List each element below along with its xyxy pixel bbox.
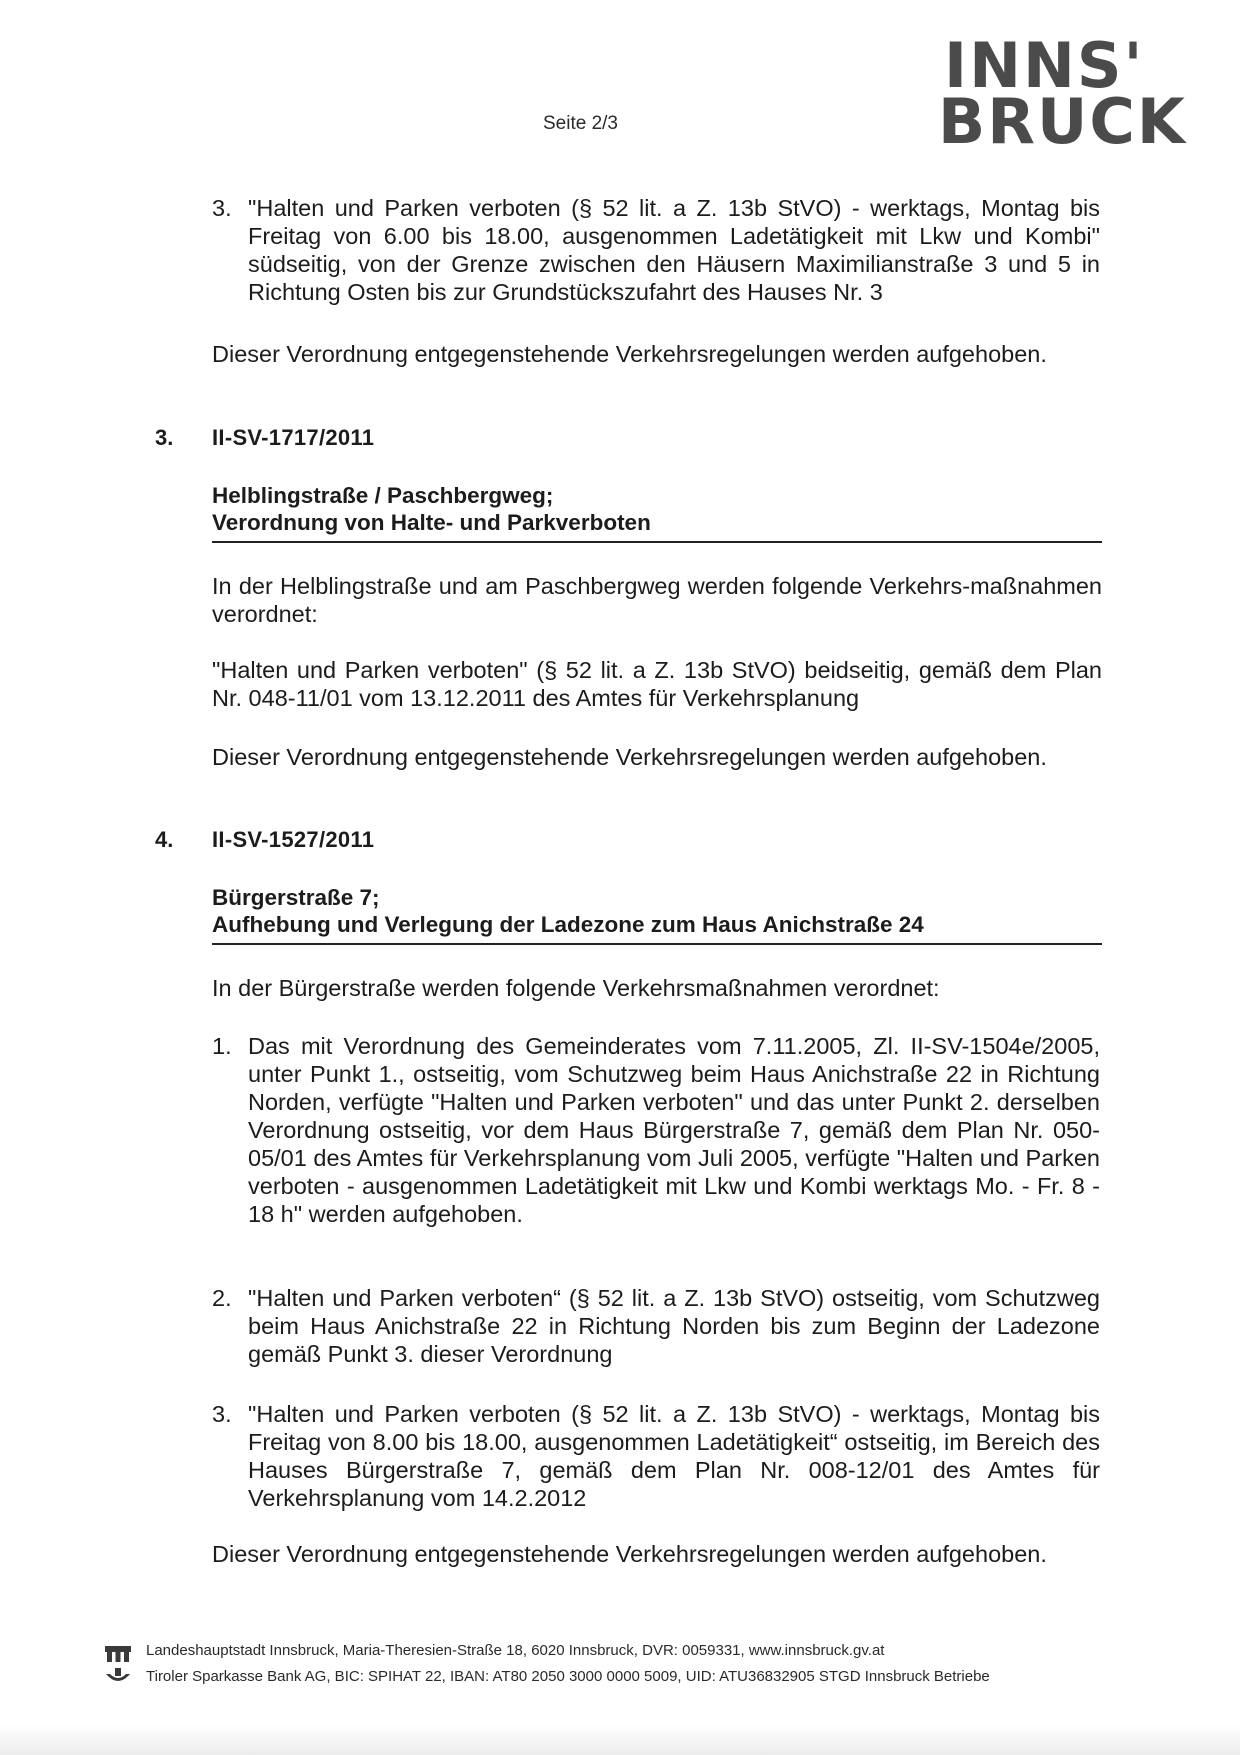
section-title-underline: [212, 541, 1102, 543]
list-item-text: Das mit Verordnung des Gemeinderates vom 7.11.2005, Zl. II-SV-1504e/2005, unter Punkt 1., ostseitig, vom Schutzweg beim Haus Anichstraße 22 in Richtung Norden, verfügte "Halten und Parken verboten" und das unter Punkt 2. derselben Verordnung ostseitig, vor dem Haus Bürgerstraße 7, gemäß dem Plan Nr. 050-05/01 des Amtes für Verkehrsplanung vom Juli 2005, verfügte "Halten und Parken verboten - ausgenommen Ladetätigkeit mit Lkw und Kombi werktags Mo. - Fr. 8 - 18 h" werden aufgehoben.: [248, 1033, 1100, 1227]
footer-bank-details: Tiroler Sparkasse Bank AG, BIC: SPIHAT 22, IBAN: AT80 2050 3000 0000 5009, UID: ATU36832905 STGD Innsbruck Betriebe: [146, 1668, 990, 1685]
footer-address: Landeshauptstadt Innsbruck, Maria-Theresien-Straße 18, 6020 Innsbruck, DVR: 0059331, www.innsbruck.gv.at: [146, 1642, 885, 1659]
list-item: [212, 1032, 1100, 1257]
innsbruck-logo: [938, 29, 1187, 158]
page-number: Seite 2/3: [543, 113, 618, 134]
section-title-line-1: Helblingstraße / Paschbergweg;: [212, 483, 554, 508]
measure-paragraph: "Halten und Parken verboten" (§ 52 lit. a Z. 13b StVO) beidseitig, gemäß dem Plan Nr. 048-11/01 vom 13.12.2011 des Amtes für Verkehrsplanung: [212, 657, 1102, 711]
section-title-line-2: Aufhebung und Verlegung der Ladezone zum Haus Anichstraße 24: [212, 912, 924, 937]
list-item-text: "Halten und Parken verboten (§ 52 lit. a Z. 13b StVO) - werktags, Montag bis Freitag von 8.00 bis 18.00, ausgenommen Ladetätigkeit“ ostseitig, im Bereich des Hauses Bürgerstraße 7, gemäß dem Plan Nr. 008-12/01 des Amtes für Verkehrsplanung vom 14.2.2012: [248, 1401, 1100, 1511]
section-number: 3.: [155, 425, 174, 450]
closing-paragraph: Dieser Verordnung entgegenstehende Verkehrsregelungen werden aufgehoben.: [212, 744, 1047, 770]
list-item: [212, 1284, 1100, 1374]
list-item-text: "Halten und Parken verboten (§ 52 lit. a Z. 13b StVO) - werktags, Montag bis Freitag von 6.00 bis 18.00, ausgenommen Ladetätigkeit mit Lkw und Kombi" südseitig, von der Grenze zwischen den Häusern Maximilianstraße 3 und 5 in Richtung Osten bis zur Grundstückszufahrt des Hauses Nr. 3: [248, 195, 1100, 305]
scan-edge-shadow: [0, 1725, 1240, 1755]
logo-line-1: INNS': [944, 29, 1145, 102]
section-title-underline: [212, 943, 1102, 945]
list-item-number: 3.: [212, 195, 232, 221]
list-item-number: 1.: [212, 1033, 232, 1059]
list-item-number: 3.: [212, 1401, 232, 1427]
section-code: II-SV-1717/2011: [212, 425, 375, 450]
list-item-text: "Halten und Parken verboten“ (§ 52 lit. a Z. 13b StVO) ostseitig, vom Schutzweg beim Haus Anichstraße 22 in Richtung Norden bis zum Beginn der Ladezone gemäß Punkt 3. dieser Verordnung: [248, 1285, 1100, 1367]
section-intro: In der Helblingstraße und am Paschbergweg werden folgende Verkehrs-maßnahmen verordnet:: [212, 573, 1102, 627]
section-code: II-SV-1527/2011: [212, 827, 375, 852]
section-title-line-2: Verordnung von Halte- und Parkverboten: [212, 510, 651, 535]
section-intro: In der Bürgerstraße werden folgende Verkehrsmaßnahmen verordnet:: [212, 975, 940, 1001]
list-item-number: 2.: [212, 1285, 232, 1311]
list-item: [212, 194, 1100, 310]
list-item: [212, 1400, 1100, 1516]
logo-line-2: BRUCK: [938, 85, 1187, 158]
section-number: 4.: [155, 827, 174, 852]
section-title-line-1: Bürgerstraße 7;: [212, 885, 380, 910]
closing-paragraph: Dieser Verordnung entgegenstehende Verkehrsregelungen werden aufgehoben.: [212, 341, 1047, 367]
closing-paragraph: Dieser Verordnung entgegenstehende Verkehrsregelungen werden aufgehoben.: [212, 1541, 1047, 1567]
city-crest-icon: [104, 1644, 132, 1692]
